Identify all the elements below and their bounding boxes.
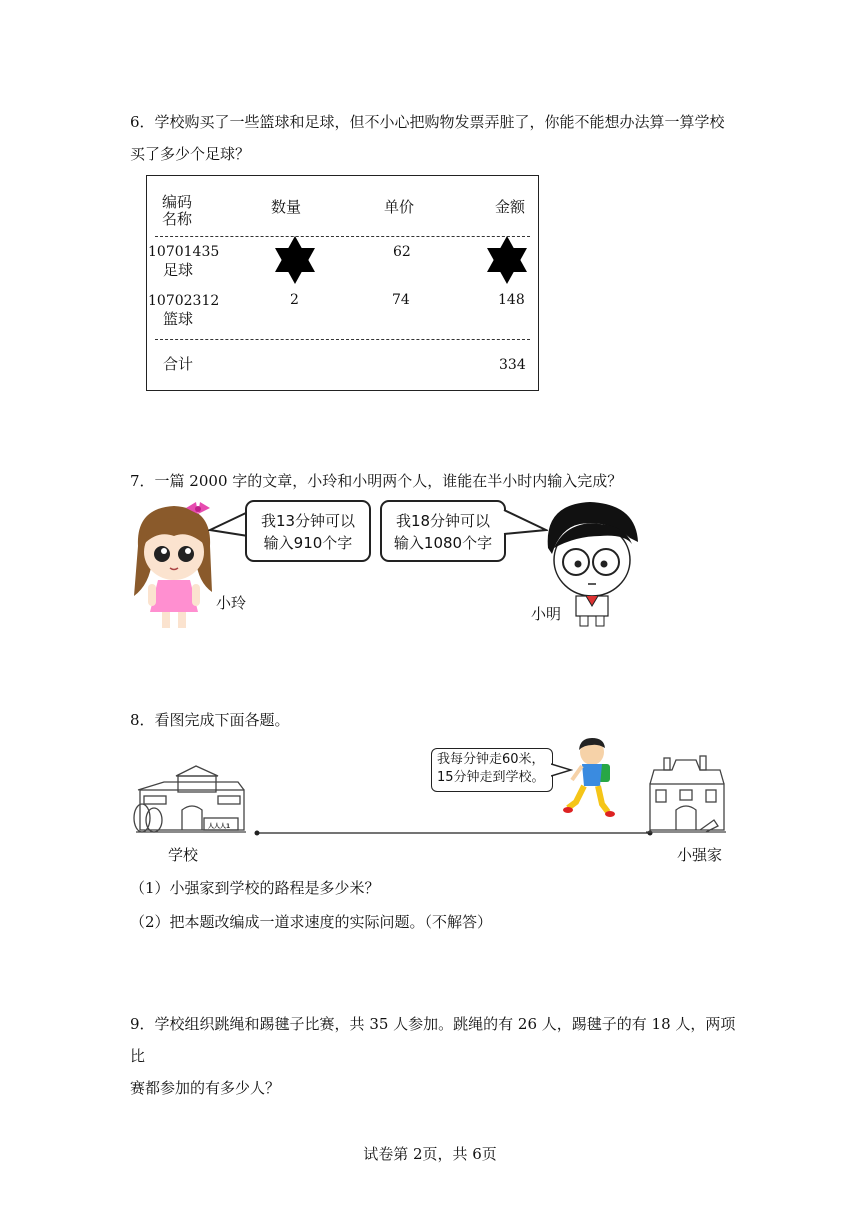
question-8-sub2: （2）把本题改编成一道求速度的实际问题。（不解答） (130, 913, 493, 931)
header-price: 单价 (384, 198, 415, 216)
question-7-line1: 7．一篇 2000 字的文章，小玲和小明两个人，谁能在半小时内输入完成？ (130, 472, 623, 490)
bubble-left-line2: 输入910个字 (263, 534, 353, 552)
row2-amount: 148 (498, 292, 525, 308)
school-sign: 人人人1 (208, 823, 231, 830)
speech-line1: 我每分钟走60米， (437, 752, 545, 767)
row1-price: 62 (393, 244, 411, 260)
row1-code-name (148, 243, 219, 279)
distance-line (254, 828, 654, 838)
receipt-table (146, 175, 539, 391)
row2-name: 篮球 (163, 310, 194, 328)
girl-name-label: 小玲 (216, 594, 247, 612)
header-amount: 金额 (495, 198, 526, 216)
question-6 (130, 106, 740, 170)
total-amount: 334 (499, 357, 526, 373)
ink-blot-qty-icon (271, 234, 319, 286)
speech-bubble-xiaoqiang (431, 748, 553, 792)
ink-blot-amount-icon (483, 234, 531, 286)
question-8-line1: 8．看图完成下面各题。 (130, 711, 290, 729)
question-8-subquestions (130, 871, 740, 939)
school-building-icon (130, 762, 248, 842)
total-label: 合计 (163, 355, 194, 373)
row1-code: 10701435 (148, 244, 220, 260)
row2-code: 10702312 (148, 293, 220, 309)
question-6-line2: 买了多少个足球？ (130, 145, 251, 163)
question-6-line1: 6．学校购买了一些篮球和足球，但不小心把购物发票弄脏了，你能不能想办法算一算学校 (130, 113, 725, 131)
bubble-right-line2: 输入1080个字 (393, 534, 493, 552)
house-icon (644, 754, 728, 834)
question-8 (130, 704, 740, 736)
bubble-left-tail (208, 508, 250, 542)
question-8-sub1: （1）小强家到学校的路程是多少米？ (130, 879, 380, 897)
row2-qty: 2 (290, 292, 299, 308)
row2-code-name (148, 292, 219, 328)
boy-name-label: 小明 (531, 605, 562, 623)
question-7 (130, 465, 740, 497)
page-footer: 试卷第 2页，共 6页 (363, 1145, 497, 1163)
school-label: 学校 (168, 846, 199, 864)
speech-bubble-xiaoling (245, 500, 371, 562)
header-code-name (162, 194, 192, 228)
header-qty: 数量 (271, 198, 302, 216)
header-name: 名称 (162, 210, 193, 228)
home-label: 小强家 (677, 846, 723, 864)
question-9 (130, 1008, 740, 1104)
bubble-left-line1: 我13分钟可以 (260, 512, 356, 530)
speech-bubble-xiaoming (380, 500, 506, 562)
girl-xiaoling-illustration (128, 500, 220, 632)
bubble-right-line1: 我18分钟可以 (395, 512, 491, 530)
walking-boy-icon (562, 736, 618, 818)
row1-name: 足球 (163, 261, 194, 279)
dashed-divider (155, 236, 530, 237)
dashed-divider (155, 339, 530, 340)
question-9-line1: 9．学校组织跳绳和踢毽子比赛，共 35 人参加。跳绳的有 26 人，踢毽子的有 18 人，两项比 (130, 1015, 736, 1065)
speech-line2: 15分钟走到学校。 (437, 770, 545, 785)
row2-price: 74 (392, 292, 410, 308)
header-code: 编码 (162, 193, 193, 211)
question-9-line2: 赛都参加的有多少人？ (130, 1079, 281, 1097)
